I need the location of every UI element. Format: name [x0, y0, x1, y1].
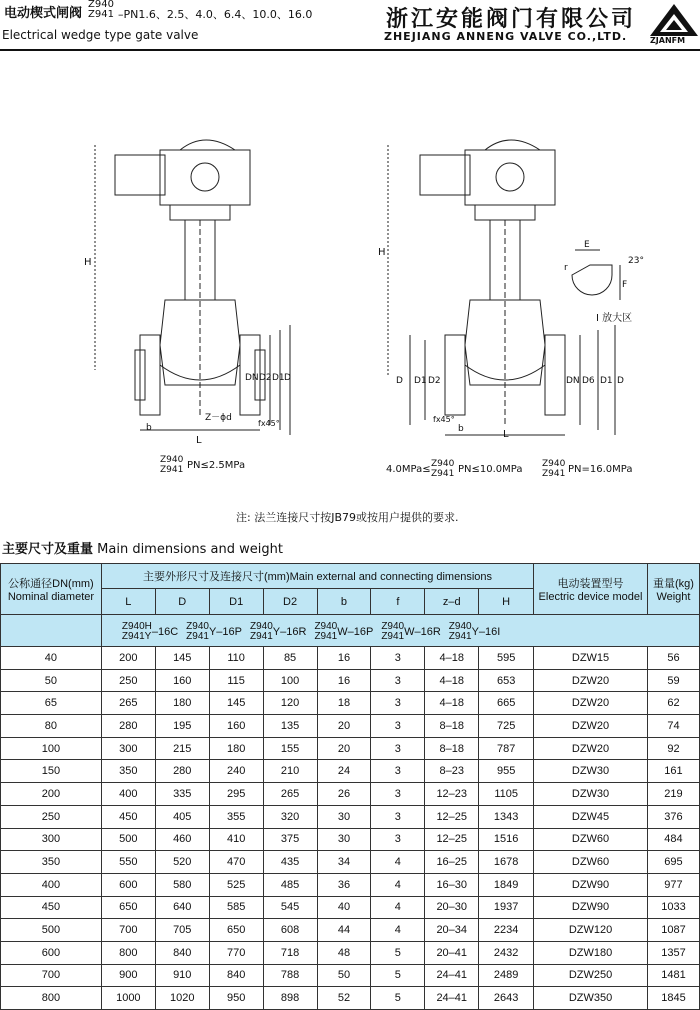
table-cell: 898	[263, 987, 317, 1010]
table-row	[1, 873, 700, 896]
table-cell: 20–41	[425, 941, 479, 964]
table-cell: 1845	[647, 987, 699, 1010]
table-row	[1, 805, 700, 828]
dim-L-right: L	[503, 429, 509, 440]
table-cell: DZW60	[534, 828, 648, 851]
table-cell: 3	[371, 669, 425, 692]
section-title-cn: 主要尺寸及重量	[2, 542, 94, 557]
table-cell: 375	[263, 828, 317, 851]
header-weight: 重量(kg) Weight	[647, 564, 699, 615]
table-cell: 435	[263, 851, 317, 874]
table-cell: 3	[371, 828, 425, 851]
table-cell: DZW250	[534, 964, 648, 987]
table-cell: 653	[479, 669, 534, 692]
table-cell: 24–41	[425, 964, 479, 987]
table-row	[1, 919, 700, 942]
table-cell: 585	[209, 896, 263, 919]
valve-drawing-right	[388, 140, 615, 435]
table-row	[1, 896, 700, 919]
table-cell: 800	[1, 987, 102, 1010]
table-cell: 5	[371, 941, 425, 964]
table-cell: 265	[263, 783, 317, 806]
table-cell: 650	[101, 896, 155, 919]
table-cell: 36	[317, 873, 371, 896]
table-cell: 44	[317, 919, 371, 942]
dim-E: E	[584, 240, 590, 250]
table-cell: 300	[101, 737, 155, 760]
table-cell: 16–30	[425, 873, 479, 896]
table-cell: 62	[647, 692, 699, 715]
table-cell: 50	[1, 669, 102, 692]
table-cell: 788	[263, 964, 317, 987]
table-cell: DZW120	[534, 919, 648, 942]
header-nominal-diameter: 公称通径DN(mm) Nominal diameter	[1, 564, 102, 615]
table-cell: 4	[371, 896, 425, 919]
header-D2: D2	[263, 589, 317, 615]
dim-H-left: H	[84, 257, 92, 268]
table-cell: 3	[371, 647, 425, 670]
model-code: Z940 Z941 Y–16I	[448, 620, 501, 642]
table-cell: 950	[209, 987, 263, 1010]
table-cell: 80	[1, 715, 102, 738]
table-cell: 5	[371, 964, 425, 987]
table-cell: 92	[647, 737, 699, 760]
table-cell: 4	[371, 873, 425, 896]
table-cell: 1357	[647, 941, 699, 964]
table-cell: 50	[317, 964, 371, 987]
table-cell: 100	[263, 669, 317, 692]
table-cell: 5	[371, 987, 425, 1010]
dimensions-table	[0, 563, 700, 1010]
table-cell: DZW20	[534, 737, 648, 760]
table-cell: 280	[101, 715, 155, 738]
table-cell: 26	[317, 783, 371, 806]
table-row	[1, 828, 700, 851]
table-cell: 24–41	[425, 987, 479, 1010]
table-cell: 1343	[479, 805, 534, 828]
model-code-row	[101, 615, 699, 647]
table-row	[1, 737, 700, 760]
table-cell: 787	[479, 737, 534, 760]
dim-f45-right: fx45°	[433, 415, 455, 424]
table-cell: 500	[1, 919, 102, 942]
table-cell: 110	[209, 647, 263, 670]
header-b: b	[317, 589, 371, 615]
table-cell: DZW90	[534, 896, 648, 919]
dim-angle: 23°	[628, 256, 644, 266]
model-code: Z940 Z941 W–16R	[381, 620, 441, 642]
logo-text: ZJANFM	[650, 36, 686, 45]
dim-r: r	[564, 263, 568, 273]
table-row	[1, 783, 700, 806]
dim-D1b-right: D1	[600, 376, 613, 386]
table-cell: 4–18	[425, 692, 479, 715]
table-row	[1, 715, 700, 738]
caption-left: PN≤2.5MPa	[187, 460, 246, 471]
dim-b-right: b	[458, 424, 464, 434]
table-cell: 4	[371, 919, 425, 942]
caption-right-model-a: Z940	[542, 459, 566, 469]
caption-mid-right: PN≤10.0MPa	[458, 464, 523, 475]
table-row	[1, 851, 700, 874]
table-cell: 376	[647, 805, 699, 828]
table-cell: 34	[317, 851, 371, 874]
table-row	[1, 692, 700, 715]
note: 注: 法兰连接尺寸按JB79或按用户提供的要求.	[236, 511, 459, 524]
table-cell: 8–18	[425, 737, 479, 760]
table-cell: 500	[101, 828, 155, 851]
table-cell: DZW60	[534, 851, 648, 874]
dim-L-left: L	[196, 435, 202, 446]
table-cell: 16–25	[425, 851, 479, 874]
valve-drawings	[0, 125, 700, 485]
table-body	[1, 647, 700, 1010]
section-title	[2, 538, 283, 557]
table-cell: DZW15	[534, 647, 648, 670]
table-cell: 525	[209, 873, 263, 896]
table-cell: 250	[101, 669, 155, 692]
table-cell: 1849	[479, 873, 534, 896]
table-cell: 450	[101, 805, 155, 828]
table-cell: 335	[155, 783, 209, 806]
table-cell: 4	[371, 851, 425, 874]
table-cell: DZW350	[534, 987, 648, 1010]
model-code: Z940H Z941Y –16C	[121, 620, 179, 642]
table-cell: 1937	[479, 896, 534, 919]
table-cell: 215	[155, 737, 209, 760]
dim-D1-right: D1	[414, 376, 427, 386]
table-cell: DZW30	[534, 760, 648, 783]
table-cell: 18	[317, 692, 371, 715]
table-cell: 180	[155, 692, 209, 715]
table-cell: 145	[155, 647, 209, 670]
table-cell: 20	[317, 715, 371, 738]
table-cell: 4–18	[425, 647, 479, 670]
title-en: Electrical wedge type gate valve	[2, 28, 199, 42]
table-cell: 484	[647, 828, 699, 851]
table-cell: 160	[155, 669, 209, 692]
table-cell: 20	[317, 737, 371, 760]
table-cell: 1481	[647, 964, 699, 987]
table-cell: 700	[101, 919, 155, 942]
table-cell: 705	[155, 919, 209, 942]
model-code: Z940 Z941 W–16P	[314, 620, 374, 642]
table-cell: 640	[155, 896, 209, 919]
model-codes	[88, 0, 114, 20]
table-cell: 195	[155, 715, 209, 738]
table-cell: 695	[647, 851, 699, 874]
table-cell: 145	[209, 692, 263, 715]
caption-right: PN=16.0MPa	[568, 464, 633, 475]
table-row	[1, 647, 700, 670]
table-cell: 16	[317, 669, 371, 692]
table-cell: 3	[371, 760, 425, 783]
table-cell: 460	[155, 828, 209, 851]
table-cell: 1000	[101, 987, 155, 1010]
table-cell: 770	[209, 941, 263, 964]
table-cell: 59	[647, 669, 699, 692]
header-zd: z–d	[425, 589, 479, 615]
table-cell: 20–34	[425, 919, 479, 942]
pressure-range: –PN1.6、2.5、4.0、6.4、10.0、16.0	[118, 8, 313, 21]
table-cell: 450	[1, 896, 102, 919]
company-name-en: ZHEJIANG ANNENG VALVE CO.,LTD.	[384, 30, 628, 43]
table-cell: 65	[1, 692, 102, 715]
table-cell: 665	[479, 692, 534, 715]
header-L: L	[101, 589, 155, 615]
section-title-en: Main dimensions and weight	[93, 542, 283, 557]
table-cell: 135	[263, 715, 317, 738]
table-cell: 40	[317, 896, 371, 919]
table-cell: DZW20	[534, 715, 648, 738]
table-cell: 2234	[479, 919, 534, 942]
dim-zd-left: Z－ϕd	[205, 413, 232, 423]
table-cell: 12–25	[425, 805, 479, 828]
table-cell: 410	[209, 828, 263, 851]
table-cell: 840	[209, 964, 263, 987]
header-f: f	[371, 589, 425, 615]
table-cell: 725	[479, 715, 534, 738]
caption-left-model-b: Z941	[160, 465, 184, 475]
header-D: D	[155, 589, 209, 615]
company-name-cn: 浙江安能阀门有限公司	[386, 7, 637, 32]
table-cell: 155	[263, 737, 317, 760]
table-cell: 280	[155, 760, 209, 783]
table-cell: 161	[647, 760, 699, 783]
dim-D6-right: D6	[582, 376, 595, 386]
model-z941: Z941	[88, 9, 114, 20]
table-cell: 400	[101, 783, 155, 806]
dim-D2-left: D2	[259, 373, 272, 383]
detail-label: Ⅰ 放大区	[596, 313, 633, 324]
dim-Db-right: D	[617, 376, 624, 386]
table-cell: 977	[647, 873, 699, 896]
table-cell: DZW45	[534, 805, 648, 828]
table-cell: 150	[1, 760, 102, 783]
caption-mid-model-b: Z941	[431, 469, 455, 479]
table-cell: 30	[317, 828, 371, 851]
table-cell: 650	[209, 919, 263, 942]
table-cell: 120	[263, 692, 317, 715]
table-cell: 550	[101, 851, 155, 874]
caption-left-model-a: Z940	[160, 455, 184, 465]
caption-mid-model-a: Z940	[431, 459, 455, 469]
table-cell: 74	[647, 715, 699, 738]
header-D1: D1	[209, 589, 263, 615]
model-code: Z940 Z941 Y–16P	[186, 620, 242, 642]
dim-D-left: D	[284, 373, 291, 383]
table-cell: 56	[647, 647, 699, 670]
table-cell: 8–23	[425, 760, 479, 783]
caption-mid-left: 4.0MPa≤	[386, 464, 431, 475]
table-cell: 3	[371, 715, 425, 738]
table-cell: 910	[155, 964, 209, 987]
table-cell: 350	[1, 851, 102, 874]
table-cell: 8–18	[425, 715, 479, 738]
model-z940: Z940	[88, 0, 114, 10]
table-cell: 52	[317, 987, 371, 1010]
table-cell: 219	[647, 783, 699, 806]
table-cell: 180	[209, 737, 263, 760]
table-row	[1, 760, 700, 783]
table-cell: 840	[155, 941, 209, 964]
table-cell: 265	[101, 692, 155, 715]
table-row	[1, 964, 700, 987]
table-cell: 3	[371, 737, 425, 760]
table-cell: 250	[1, 805, 102, 828]
table-row	[1, 987, 700, 1010]
table-cell: 405	[155, 805, 209, 828]
table-cell: 1020	[155, 987, 209, 1010]
table-cell: 600	[1, 941, 102, 964]
table-cell: 485	[263, 873, 317, 896]
table-cell: 400	[1, 873, 102, 896]
table-cell: 1087	[647, 919, 699, 942]
dim-b-left: b	[146, 423, 152, 433]
table-cell: DZW90	[534, 873, 648, 896]
table-cell: 1033	[647, 896, 699, 919]
valve-drawing-left	[95, 140, 290, 435]
table-cell: 85	[263, 647, 317, 670]
title-cn: 电动楔式闸阀	[4, 6, 83, 21]
table-row	[1, 669, 700, 692]
table-cell: 200	[1, 783, 102, 806]
header-H: H	[479, 589, 534, 615]
table-cell: 24	[317, 760, 371, 783]
table-cell: 2489	[479, 964, 534, 987]
header-device: 电动装置型号 Electric device model	[534, 564, 648, 615]
table-cell: 320	[263, 805, 317, 828]
table-cell: 595	[479, 647, 534, 670]
table-cell: 1105	[479, 783, 534, 806]
table-cell: 355	[209, 805, 263, 828]
table-cell: 545	[263, 896, 317, 919]
table-cell: 3	[371, 805, 425, 828]
dim-DN-left: DN	[245, 373, 259, 383]
table-cell: 40	[1, 647, 102, 670]
table-cell: 100	[1, 737, 102, 760]
table-row	[1, 941, 700, 964]
header-divider	[0, 49, 700, 51]
table-cell: 580	[155, 873, 209, 896]
table-cell: 3	[371, 783, 425, 806]
dim-DN-right: DN	[566, 376, 580, 386]
caption-right-model-b: Z941	[542, 469, 566, 479]
table-cell: 160	[209, 715, 263, 738]
table-cell: 210	[263, 760, 317, 783]
table-cell: 600	[101, 873, 155, 896]
table-cell: 4–18	[425, 669, 479, 692]
table-cell: 608	[263, 919, 317, 942]
table-cell: DZW30	[534, 783, 648, 806]
model-code: Z940 Z941 Y–16R	[250, 620, 307, 642]
table-cell: 115	[209, 669, 263, 692]
table-cell: 520	[155, 851, 209, 874]
table-cell: DZW20	[534, 692, 648, 715]
table-cell: 700	[1, 964, 102, 987]
table-cell: 20–30	[425, 896, 479, 919]
table-cell: 800	[101, 941, 155, 964]
table-cell: 2432	[479, 941, 534, 964]
dim-H-right: H	[378, 247, 386, 258]
table-cell: 955	[479, 760, 534, 783]
table-cell: 900	[101, 964, 155, 987]
table-cell: 200	[101, 647, 155, 670]
dim-f45-left: fx45°	[258, 419, 280, 428]
table-cell: 240	[209, 760, 263, 783]
table-cell: DZW180	[534, 941, 648, 964]
table-cell: 12–25	[425, 828, 479, 851]
table-cell: 1516	[479, 828, 534, 851]
table-cell: 470	[209, 851, 263, 874]
table-cell: 3	[371, 692, 425, 715]
table-cell: 48	[317, 941, 371, 964]
detail-enlarged	[572, 250, 620, 300]
table-cell: 2643	[479, 987, 534, 1010]
dim-D-right: D	[396, 376, 403, 386]
table-cell: 295	[209, 783, 263, 806]
table-cell: 30	[317, 805, 371, 828]
table-cell: 16	[317, 647, 371, 670]
table-cell: 12–23	[425, 783, 479, 806]
table-cell: 350	[101, 760, 155, 783]
header-group: 主要外形尺寸及连接尺寸(mm)Main external and connecting dimensions	[101, 564, 533, 589]
table-cell: 718	[263, 941, 317, 964]
table-cell: 1678	[479, 851, 534, 874]
table-cell: DZW20	[534, 669, 648, 692]
table-cell: 300	[1, 828, 102, 851]
dim-D1-left: D1	[272, 373, 285, 383]
dim-F: F	[622, 280, 628, 290]
dim-D2-right: D2	[428, 376, 441, 386]
